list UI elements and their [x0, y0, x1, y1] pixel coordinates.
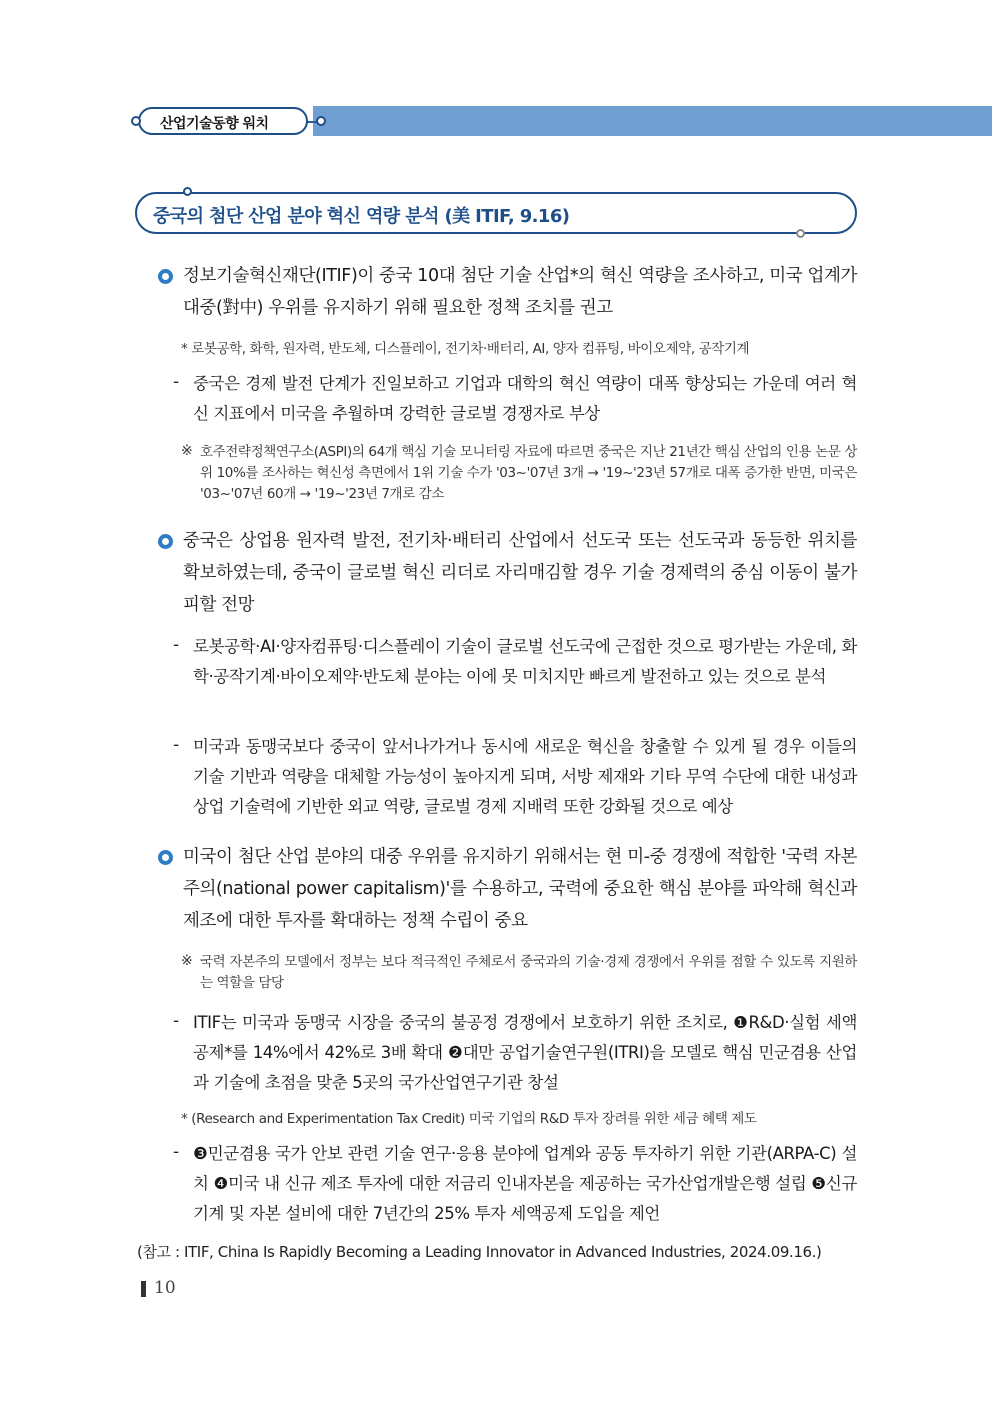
dash-mark: - — [173, 635, 180, 655]
dash-mark: - — [173, 1011, 180, 1031]
bullet-3-ref-note: 국력 자본주의 모델에서 정부는 보다 적극적인 주체로서 중국과의 기술·경제 경쟁에서 우위를 점할 수 있도록 지원하는 역할을 담당 — [200, 954, 857, 991]
bullet-3-star-note: * (Research and Experimentation Tax Credit) 미국 기업의 R&D 투자 장려를 위한 세금 혜택 제도 — [181, 1111, 757, 1127]
bullet-1-star-note: * 로봇공학, 화학, 원자력, 반도체, 디스플레이, 전기차·배터리, AI, 양자 컴퓨팅, 바이오제약, 공작기계 — [181, 341, 750, 357]
bullet-circle-icon — [158, 850, 173, 865]
header-left-dot-icon — [131, 116, 141, 126]
page-number-marker — [141, 1281, 146, 1297]
dash-mark: - — [173, 372, 180, 392]
reference-citation: (참고 : ITIF, China Is Rapidly Becoming a Leading Innovator in Advanced Industries, 2024.09.16.) — [137, 1243, 822, 1261]
page-title: 중국의 첨단 산업 분야 혁신 역량 분석 (美 ITIF, 9.16) — [153, 206, 570, 227]
bullet-1-text: 정보기술혁신재단(ITIF)이 중국 10대 첨단 기술 산업*의 혁신 역량을 조사하고, 미국 업계가 대중(對中) 우위를 유지하기 위해 필요한 정책 조치를 권고 — [183, 266, 857, 318]
bullet-3-dash-1: ITIF는 미국과 동맹국 시장을 중국의 불공정 경쟁에서 보호하기 위한 조치로, ❶R&D·실험 세액공제*를 14%에서 42%로 3배 확대 ❷대만 공업기술연구원(ITRI)을 모델로 핵심 민군겸용 산업과 기술에 초점을 맞춘 5곳의 국가산업연구기관 창설 — [193, 1013, 857, 1092]
dash-mark: - — [173, 735, 180, 755]
ref-note-mark: ※ — [181, 953, 193, 969]
title-top-dot-icon — [183, 187, 192, 196]
bullet-1-ref-note: 호주전략정책연구소(ASPI)의 64개 핵심 기술 모니터링 자료에 따르면 중국은 지난 21년간 핵심 산업의 인용 논문 상위 10%를 조사하는 혁신성 측면에서 1위 기술 수가 '03~'07년 3개 → '19~'23년 57개로 대폭 증가한 반면, 미국은 '03~'07년 60개 → '19~'23년 7개로 감소 — [200, 444, 857, 502]
bullet-2-dash-1: 로봇공학·AI·양자컴퓨팅·디스플레이 기술이 글로벌 선도국에 근접한 것으로 평가받는 가운데, 화학·공작기계·바이오제약·반도체 분야는 이에 못 미치지만 빠르게 발전하고 있는 것으로 분석 — [193, 637, 857, 686]
ref-note-mark: ※ — [181, 443, 193, 459]
bullet-1-dash-1: 중국은 경제 발전 단계가 진일보하고 기업과 대학의 혁신 역량이 대폭 향상되는 가운데 여러 혁신 지표에서 미국을 추월하며 강력한 글로벌 경쟁자로 부상 — [193, 374, 857, 423]
section-label: 산업기술동향 워치 — [160, 116, 269, 132]
header-right-dot-icon — [316, 116, 326, 126]
bullet-circle-icon — [158, 269, 173, 284]
title-bottom-dot-icon — [796, 229, 805, 238]
bullet-circle-icon — [158, 534, 173, 549]
bullet-3-dash-2: ❸민군겸용 국가 안보 관련 기술 연구·응용 분야에 업계와 공동 투자하기 위한 기관(ARPA-C) 설치 ❹미국 내 신규 제조 투자에 대한 저금리 인내자본을 제공하는 국가산업개발은행 설립 ❺신규 기계 및 자본 설비에 대한 7년간의 25% 투자 세액공제 도입을 제언 — [193, 1144, 857, 1223]
header-band — [313, 106, 992, 136]
dash-mark: - — [173, 1142, 180, 1162]
bullet-2-dash-2: 미국과 동맹국보다 중국이 앞서나가거나 동시에 새로운 혁신을 창출할 수 있게 될 경우 이들의 기술 기반과 역량을 대체할 가능성이 높아지게 되며, 서방 제재와 기타 무역 수단에 대한 내성과 상업 기술력에 기반한 외교 역량, 글로벌 경제 지배력 또한 강화될 것으로 예상 — [193, 737, 857, 816]
bullet-3-text: 미국이 첨단 산업 분야의 대중 우위를 유지하기 위해서는 현 미-중 경쟁에 적합한 '국력 자본주의(national power capitalism)'를 수용하고, 국력에 중요한 핵심 분야를 파악해 혁신과 제조에 대한 투자를 확대하는 정책 수립이 중요 — [183, 847, 857, 931]
page-number: 10 — [154, 1278, 176, 1298]
bullet-2-text: 중국은 상업용 원자력 발전, 전기차·배터리 산업에서 선도국 또는 선도국과 동등한 위치를 확보하였는데, 중국이 글로벌 혁신 리더로 자리매김할 경우 기술 경제력의 중심 이동이 불가피할 전망 — [183, 531, 857, 615]
